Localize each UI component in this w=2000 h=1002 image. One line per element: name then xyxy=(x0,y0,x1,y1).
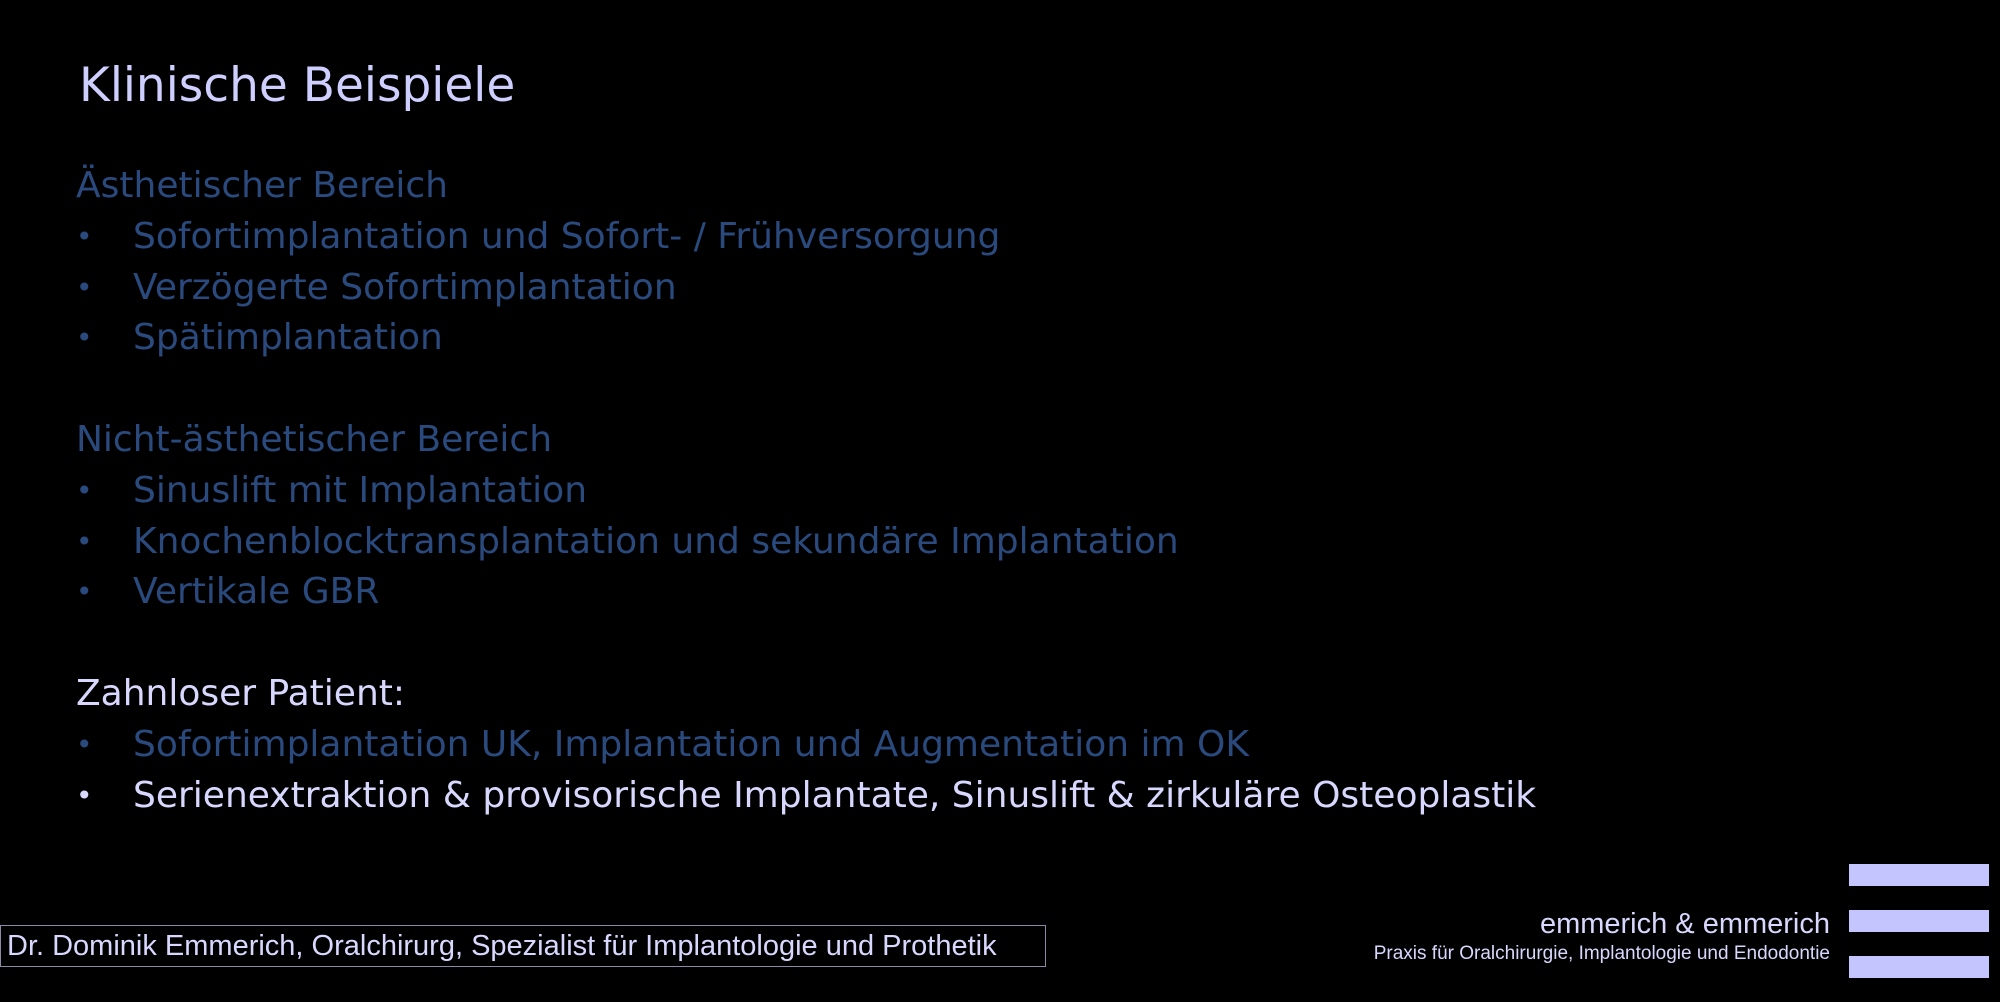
list-item-text: Vertikale GBR xyxy=(133,571,380,613)
brand-logo-bars xyxy=(1849,864,1989,1002)
list-item xyxy=(76,212,1776,263)
bullet-icon: • xyxy=(76,321,93,355)
bullet-icon: • xyxy=(76,524,93,558)
logo-bar xyxy=(1849,864,1989,886)
list-item-text: Sofortimplantation UK, Implantation und Augmentation im OK xyxy=(133,723,1249,765)
bullet-icon: • xyxy=(76,778,93,812)
bullet-icon: • xyxy=(76,270,93,304)
brand-tagline: Praxis für Oralchirurgie, Implantologie und Endodontie xyxy=(1373,943,1830,964)
bullet-icon: • xyxy=(76,473,93,507)
bullet-icon: • xyxy=(76,575,93,609)
list-item-text: Knochenblocktransplantation und sekundäre Implantation xyxy=(133,520,1179,562)
slide-title: Klinische Beispiele xyxy=(79,58,516,113)
list-item xyxy=(76,263,1776,314)
list-item-active xyxy=(76,771,1776,822)
list-item xyxy=(76,313,1776,364)
list-item xyxy=(76,567,1776,618)
list-item-text: Serienextraktion & provisorische Implantate, Sinuslift & zirkuläre Osteoplastik xyxy=(133,774,1537,816)
section-heading-non-aesthetic: Nicht-ästhetischer Bereich xyxy=(76,418,553,460)
brand-name: emmerich & emmerich xyxy=(1539,908,1830,940)
spacer xyxy=(76,618,1776,669)
list-item xyxy=(76,466,1776,517)
list-item-text: Sinuslift mit Implantation xyxy=(133,469,588,511)
spacer xyxy=(76,364,1776,415)
list-item-text: Sofortimplantation und Sofort- / Frühversorgung xyxy=(133,215,1001,257)
list-item xyxy=(76,720,1776,771)
slide-content xyxy=(76,161,1776,821)
section-heading-aesthetic: Ästhetischer Bereich xyxy=(76,165,448,206)
bullet-icon: • xyxy=(76,727,93,761)
section-heading-edentulous: Zahnloser Patient: xyxy=(76,672,406,714)
brand-block xyxy=(1374,906,1830,966)
bullet-icon: • xyxy=(76,219,93,253)
logo-bar xyxy=(1849,956,1989,978)
logo-bar xyxy=(1849,910,1989,932)
list-item-text: Spätimplantation xyxy=(133,317,443,359)
list-item-text: Verzögerte Sofortimplantation xyxy=(133,266,677,308)
author-footer: Dr. Dominik Emmerich, Oralchirurg, Spezialist für Implantologie und Prothetik xyxy=(0,925,1046,967)
list-item xyxy=(76,517,1776,568)
